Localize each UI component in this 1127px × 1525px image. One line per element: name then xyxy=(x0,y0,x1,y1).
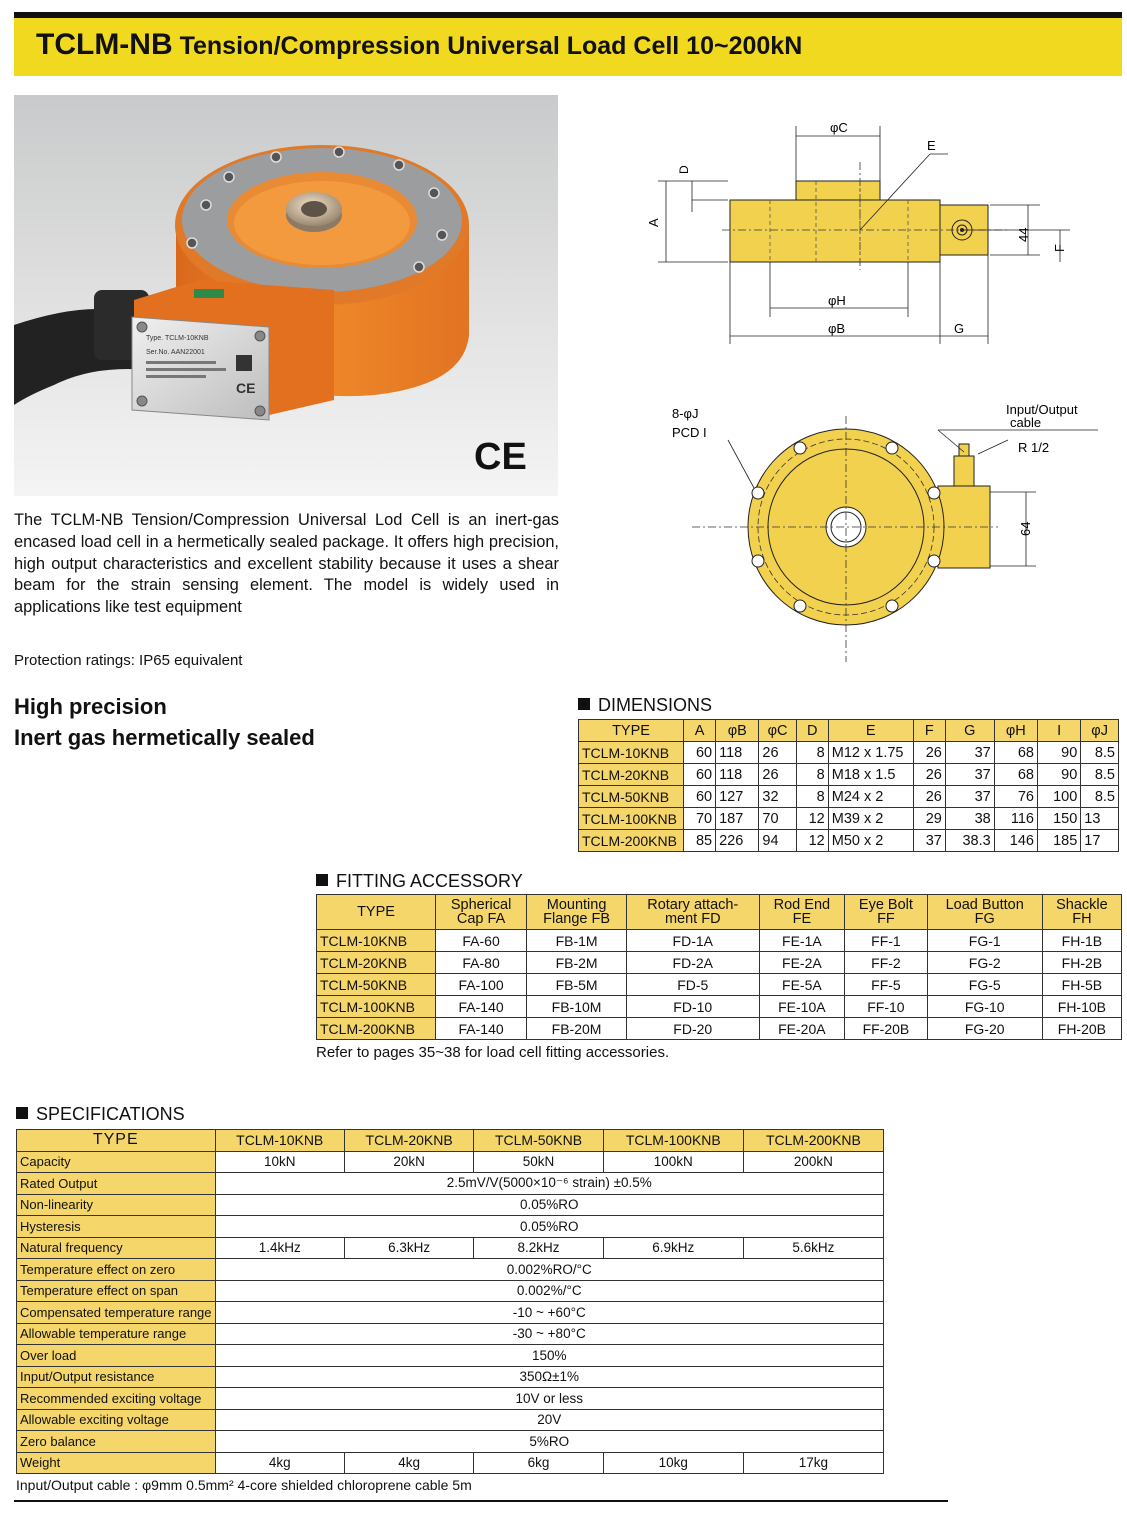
table-row: Recommended exciting voltage 10V or less xyxy=(17,1388,884,1410)
product-photo xyxy=(14,95,558,496)
side-view-drawing xyxy=(630,112,1070,352)
fitting-table: TYPE Spherical Cap FA Mounting Flange FB Rotary attach- ment FD Rod End FE Eye Bolt FF Load Button FG Shackle FH TCLM-10KNB FA-60 FB-1M FD-1A FE-1A FF-1 FG-1 FH-1B TCLM-20KNB FA-80 FB-2M FD-2A FE-2A FF-2 FG-2 FH-2B TCLM-50KNB FA-100 FB-5M FD-5 FE-5A FF-5 FG-5 FH-5B TCLM-100KNB FA-140 FB-10M FD-10 FE-10A FF-10 FG-10 FH-10B TCLM-200KNB FA-140 FB-20M FD-20 FE-20A FF-20B FG-20 FH-20B xyxy=(316,894,1122,1040)
fitting-heading: FITTING ACCESSORY xyxy=(316,871,523,892)
dimensions-table: TYPE A φB φC D E F G φH I φJ TCLM-10KNB 60 118 26 8 M12 x 1.75 26 37 68 90 8.5 TCLM-20KNB 60 118 26 8 M18 x 1.5 26 37 68 90 8.5 TCLM-50KNB 60 127 32 8 M24 x 2 26 37 76 100 8.5 TCLM-100KNB 70 187 70 12 M39 x 2 29 38 116 150 13 TCLM-200KNB 85 226 94 12 M50 x 2 37 38.3 146 185 17 xyxy=(578,719,1119,852)
svg-text:R 1/2: R 1/2 xyxy=(1018,440,1050,455)
svg-text:CE: CE xyxy=(236,380,256,396)
svg-text:E: E xyxy=(927,138,936,153)
table-row: TCLM-100KNB 70 187 70 12 M39 x 2 29 38 116 150 13 xyxy=(579,808,1119,830)
nameplate-serial: Ser.No. AAN22001 xyxy=(146,349,205,356)
svg-text:D: D xyxy=(677,165,691,174)
table-row: Non-linearity 0.05%RO xyxy=(17,1194,884,1216)
product-description: The TCLM-NB Tension/Compression Universal Lod Cell is an inert-gas encased load cell in a hermetically sealed package. It offers high precision, high output characteristics and excellent stability because it uses a shear beam for the strain sensing element. The model is widely used in applications like test equipment xyxy=(14,511,559,617)
svg-text:cable: cable xyxy=(1010,415,1042,430)
table-row: TCLM-50KNB 60 127 32 8 M24 x 2 26 37 76 100 8.5 xyxy=(579,786,1119,808)
title-banner xyxy=(14,18,1122,76)
svg-text:8-φJ: 8-φJ xyxy=(672,406,699,421)
svg-text:64: 64 xyxy=(1018,521,1033,536)
table-row: TCLM-10KNB FA-60 FB-1M FD-1A FE-1A FF-1 FG-1 FH-1B xyxy=(317,930,1122,952)
table-row: Weight 4kg 4kg 6kg 10kg 17kg xyxy=(17,1452,884,1474)
table-row: TCLM-100KNB FA-140 FB-10M FD-10 FE-10A FF-10 FG-10 FH-10B xyxy=(317,996,1122,1018)
table-row: Input/Output resistance 350Ω±1% xyxy=(17,1366,884,1388)
nameplate-type: Type. TCLM-10KNB xyxy=(146,335,209,342)
fitting-note: Refer to pages 35~38 for load cell fitting accessories. xyxy=(316,1044,670,1061)
model-name: TCLM-NB xyxy=(36,28,173,61)
table-row: Temperature effect on span 0.002%/°C xyxy=(17,1280,884,1302)
dimensions-heading: DIMENSIONS xyxy=(578,695,712,716)
table-row: TCLM-200KNB 85 226 94 12 M50 x 2 37 38.3 146 185 17 xyxy=(579,830,1119,852)
table-row: TCLM-20KNB FA-80 FB-2M FD-2A FE-2A FF-2 FG-2 FH-2B xyxy=(317,952,1122,974)
table-row: Allowable temperature range -30 ~ +80°C xyxy=(17,1323,884,1345)
table-row: Hysteresis 0.05%RO xyxy=(17,1216,884,1238)
bottom-rule xyxy=(14,1500,948,1502)
svg-text:A: A xyxy=(646,218,661,227)
svg-text:PCD I: PCD I xyxy=(672,425,707,440)
table-row: TCLM-200KNB FA-140 FB-20M FD-20 FE-20A FF-20B FG-20 FH-20B xyxy=(317,1018,1122,1040)
svg-text:φH: φH xyxy=(828,293,846,308)
svg-text:Input/Output: Input/Output xyxy=(1006,402,1078,417)
table-row: Rated Output 2.5mV/V(5000×10⁻⁶ strain) ±0.5% xyxy=(17,1173,884,1195)
protection-rating: Protection ratings: IP65 equivalent xyxy=(14,652,243,669)
page-title xyxy=(36,28,802,62)
table-row: TCLM-50KNB FA-100 FB-5M FD-5 FE-5A FF-5 FG-5 FH-5B xyxy=(317,974,1122,996)
table-row: TCLM-10KNB 60 118 26 8 M12 x 1.75 26 37 68 90 8.5 xyxy=(579,742,1119,764)
table-row: TCLM-20KNB 60 118 26 8 M18 x 1.5 26 37 68 90 8.5 xyxy=(579,764,1119,786)
svg-text:44: 44 xyxy=(1016,227,1031,242)
cable-note: Input/Output cable : φ9mm 0.5mm² 4-core shielded chloroprene cable 5m xyxy=(16,1477,472,1493)
top-view-drawing xyxy=(668,396,1098,666)
svg-text:φC: φC xyxy=(830,120,848,135)
specifications-table: TYPE TCLM-10KNB TCLM-20KNB TCLM-50KNB TCLM-100KNB TCLM-200KNB Capacity 10kN 20kN 50kN 100kN 200kN Rated Output 2.5mV/V(5000×10⁻⁶ strain) ±0.5% Non-linearity 0.05%RO Hysteresis 0.05%RO Natural frequency 1.4kHz 6.3kHz 8.2kHz 6.9kHz 5.6kHz Temperature effect on zero 0.002%RO/°C Temperature effect on span 0.002%/°C Compensated temperature range -10 ~ +60°C Allowable temperature range -30 ~ +80°C Over load 150% Input/Output resistance 350Ω±1% Recommended exciting voltage 10V or less Allowable exciting voltage 20V Zero balance 5%RO Weight 4kg 4kg 6kg 10kg 17kg xyxy=(16,1129,884,1474)
table-row: Over load 150% xyxy=(17,1345,884,1367)
table-row: Natural frequency 1.4kHz 6.3kHz 8.2kHz 6.9kHz 5.6kHz xyxy=(17,1237,884,1259)
table-row: Temperature effect on zero 0.002%RO/°C xyxy=(17,1259,884,1281)
svg-text:φB: φB xyxy=(828,321,846,336)
feature-sealed: Inert gas hermetically sealed xyxy=(14,725,315,750)
specifications-heading: SPECIFICATIONS xyxy=(16,1104,185,1125)
table-row: Allowable exciting voltage 20V xyxy=(17,1409,884,1431)
svg-text:F: F xyxy=(1052,244,1067,252)
table-row: Zero balance 5%RO xyxy=(17,1431,884,1453)
table-row: Compensated temperature range -10 ~ +60°C xyxy=(17,1302,884,1324)
table-row: Capacity 10kN 20kN 50kN 100kN 200kN xyxy=(17,1151,884,1173)
feature-high-precision: High precision xyxy=(14,694,167,719)
ce-mark: CE xyxy=(474,436,527,478)
title-text: Tension/Compression Universal Load Cell 10~200kN xyxy=(179,32,803,60)
svg-text:G: G xyxy=(954,321,965,336)
